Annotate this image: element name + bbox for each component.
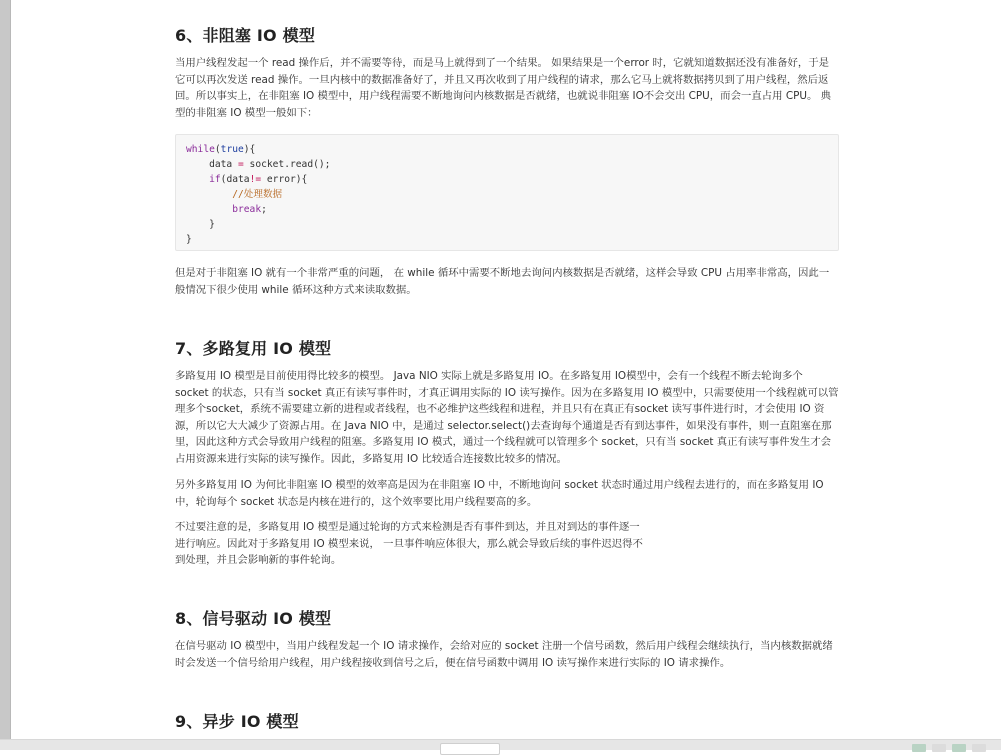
paragraph: 但是对于非阻塞 IO 就有一个非常严重的问题， 在 while 循环中需要不断地去询问内核数据是否就绪，这样会导致 CPU 占用率非常高，因此一般情况下很少使用 while 循环这种方式来读取数据。 [175, 267, 830, 296]
section-heading-6: 6、非阻塞 IO 模型 [175, 26, 316, 45]
code-line: if(data!= error){ [209, 174, 308, 185]
code-line: while(true){ [186, 144, 256, 155]
section-heading-7: 7、多路复用 IO 模型 [175, 339, 332, 358]
paragraph: 不过要注意的是，多路复用 IO 模型是通过轮询的方式来检测是否有事件到达，并且对到达的事件逐一进行响应。因此对于多路复用 IO 模型来说， 一旦事件响应体很大，那么就会导致后续的事件迟迟得不到处理，并且会影响新的事件轮询。 [175, 521, 643, 567]
continuous-view-icon[interactable] [952, 744, 966, 752]
fit-width-icon[interactable] [972, 744, 986, 752]
paragraph: 在信号驱动 IO 模型中，当用户线程发起一个 IO 请求操作，会给对应的 socket 注册一个信号函数，然后用户线程会继续执行，当内核数据就绪时会发送一个信号给用户线程，用户线程接收到信号之后，便在信号函数中调用 IO 读写操作来进行实际的 IO 请求操作。 [175, 640, 833, 669]
left-scroll-rail[interactable] [0, 0, 11, 739]
code-line: break; [232, 204, 267, 215]
section-heading-8: 8、信号驱动 IO 模型 [175, 609, 332, 628]
code-line: data = socket.read(); [209, 159, 331, 170]
paragraph: 多路复用 IO 模型是目前使用得比较多的模型。 Java NIO 实际上就是多路复用 IO。在多路复用 IO模型中，会有一个线程不断去轮询多个 socket 的状态，只有当 socket 真正有读写事件时，才真正调用实际的 IO 读写操作。因为在多路复用 IO 模型中，只需要使用一个线程就可以管理多个socket，系统不需要建立新的进程或者线程，也不必维护这些线程和进程，并且只有在真正有socket 读写事件进行时，才会使用 IO 资源，所以它大大减少了资源占用。在 Java NIO 中，是通过 selector.select()去查询每个通道是否有到达事件，如果没有事件，则一直阻塞在那里，因此这种方式会导致用户线程的阻塞。多路复用 IO 模式，通过一个线程就可以管理多个 socket，只有当 socket 真正有读写事件发生才会占用资源来进行实际的读写操作。因此，多路复用 IO 比较适合连接数比较多的情况。 [175, 370, 839, 465]
bottom-toolbar [0, 739, 1001, 750]
two-page-view-icon[interactable] [932, 744, 946, 752]
code-line: //处理数据 [232, 189, 283, 200]
page-number-input[interactable] [440, 743, 500, 755]
paragraph: 当用户线程发起一个 read 操作后，并不需要等待，而是马上就得到了一个结果。 如果结果是一个error 时，它就知道数据还没有准备好，于是它可以再次发送 read 操作。一旦内核中的数据准备好了，并且又再次收到了用户线程的请求，那么它马上就将数据拷贝到了用户线程，然后返回。所以事实上，在非阻塞 IO 模型中，用户线程需要不断地询问内核数据是否就绪，也就说非阻塞 IO不会交出 CPU，而会一直占用 CPU。 典型的非阻塞 IO 模型一般如下： [175, 57, 832, 119]
single-page-view-icon[interactable] [912, 744, 926, 752]
code-block [175, 134, 839, 251]
code-line: } [209, 219, 215, 230]
paragraph: 另外多路复用 IO 为何比非阻塞 IO 模型的效率高是因为在非阻塞 IO 中，不断地询问 socket 状态时通过用户线程去进行的，而在多路复用 IO 中，轮询每个 socket 状态是内核在进行的，这个效率要比用户线程要高的多。 [175, 479, 824, 508]
code-line: } [186, 234, 192, 245]
section-heading-9: 9、异步 IO 模型 [175, 712, 299, 731]
